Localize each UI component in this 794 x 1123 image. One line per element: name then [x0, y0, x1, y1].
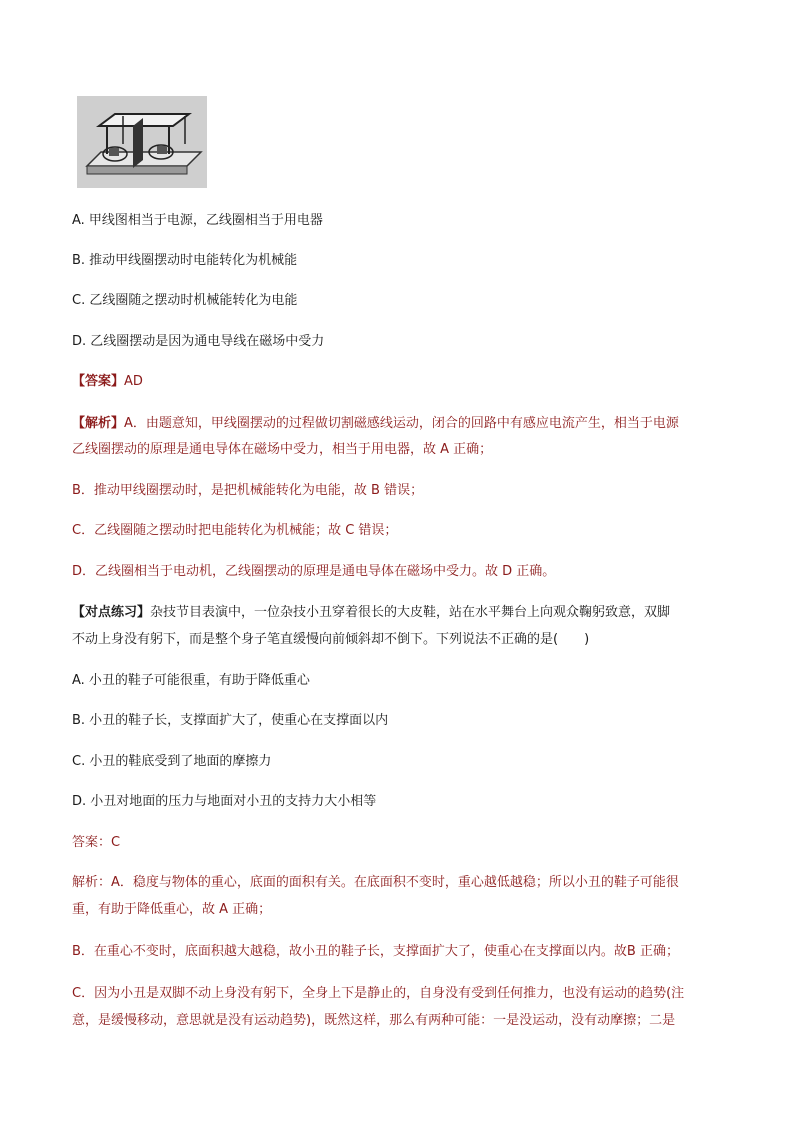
q1-analysis-line-1 [72, 414, 722, 434]
practice-stem-line-1 [72, 603, 722, 623]
practice-stem-line-2: 不动上身没有躬下，而是整个身子笔直缓慢向前倾斜却不倒下。下列说法不正确的是( ) [72, 632, 590, 647]
q1-analysis-line-3: B．推动甲线圈摆动时，是把机械能转化为电能，故 B 错误； [72, 483, 424, 498]
practice-label: 【对点练习】 [72, 605, 151, 620]
practice-answer: 答案：C [72, 835, 121, 850]
analysis-label: 【解析】 [72, 416, 125, 431]
practice-analysis-line-4: C．因为小丑是双脚不动上身没有躬下，全身上下是静止的，自身没有受到任何推力，也没有运动的趋势(注 [72, 986, 685, 1001]
q1-option-b: B. 推动甲线圈摆动时电能转化为机械能 [72, 253, 298, 268]
apparatus-photo [77, 96, 207, 188]
q1-analysis-line-2: 乙线圈摆动的原理是通电导体在磁场中受力，相当于用电器，故 A 正确； [72, 442, 493, 457]
q1-analysis-line-4: C．乙线圈随之摆动时把电能转化为机械能；故 C 错误； [72, 523, 398, 538]
q1-analysis-line-5: D．乙线圈相当于电动机，乙线圈摆动的原理是通电导体在磁场中受力。故 D 正确。 [72, 564, 556, 579]
q1-option-a: A. 甲线图相当于电源，乙线圈相当于用电器 [72, 213, 323, 228]
practice-stem-text: 杂技节目表演中，一位杂技小丑穿着很长的大皮鞋，站在水平舞台上向观众鞠躬致意，双脚 [150, 605, 671, 620]
q1-option-c: C. 乙线圈随之摆动时机械能转化为电能 [72, 293, 298, 308]
q1-answer [72, 372, 722, 392]
practice-option-c: C. 小丑的鞋底受到了地面的摩擦力 [72, 754, 272, 769]
answer-value: AD [124, 374, 143, 389]
practice-option-a: A. 小丑的鞋子可能很重，有助于降低重心 [72, 673, 310, 688]
practice-analysis-line-3: B．在重心不变时，底面积越大越稳，故小丑的鞋子长，支撑面扩大了，使重心在支撑面以内。故B 正确； [72, 944, 679, 959]
answer-label: 【答案】 [72, 374, 125, 389]
practice-analysis-line-5: 意，是缓慢移动，意思就是没有运动趋势)，既然这样，那么有两种可能：一是没运动，没有动摩擦；二是 [72, 1013, 676, 1028]
practice-analysis-line-2: 重，有助于降低重心，故 A 正确； [72, 902, 272, 917]
practice-option-d: D. 小丑对地面的压力与地面对小丑的支持力大小相等 [72, 794, 377, 809]
q1-option-d: D. 乙线圈摆动是因为通电导线在磁场中受力 [72, 334, 325, 349]
analysis-text: A．由题意知，甲线圈摆动的过程做切割磁感线运动，闭合的回路中有感应电流产生，相当于电源 [124, 416, 679, 431]
practice-analysis-line-1: 解析：A．稳度与物体的重心，底面的面积有关。在底面积不变时，重心越低越稳；所以小丑的鞋子可能很 [72, 875, 679, 890]
practice-option-b: B. 小丑的鞋子长，支撑面扩大了，使重心在支撑面以内 [72, 713, 389, 728]
